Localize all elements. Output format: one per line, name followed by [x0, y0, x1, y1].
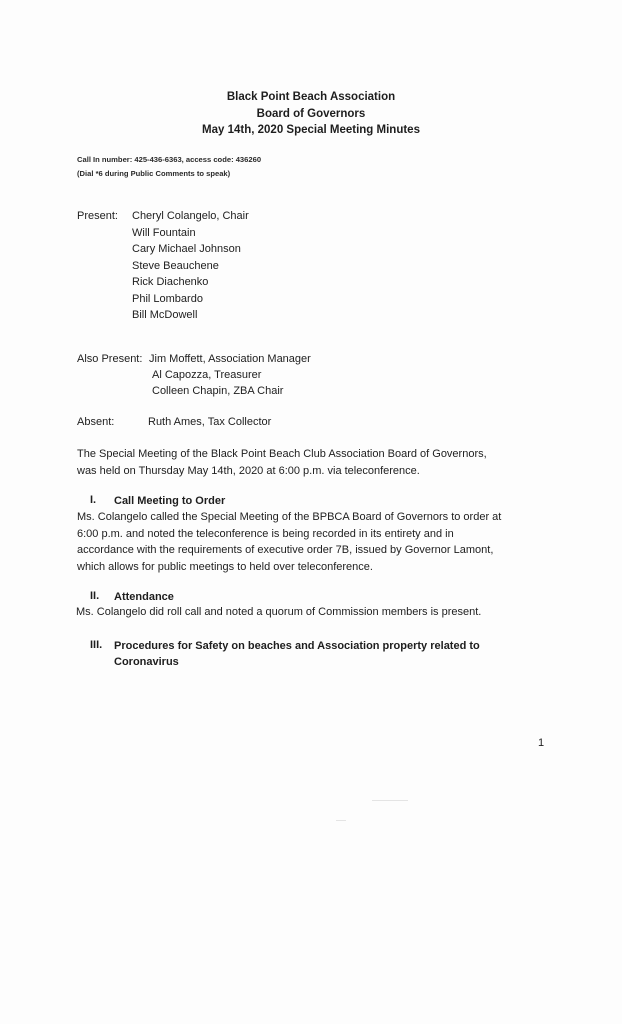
paragraph-line: 6:00 p.m. and noted the teleconference is being recorded in its entirety and in: [77, 527, 454, 540]
paragraph-line: accordance with the requirements of executive order 7B, issued by Governor Lamont,: [77, 544, 494, 556]
also-present-label: Also Present:: [77, 353, 143, 365]
page-number: 1: [538, 737, 545, 749]
call-in-info: [77, 153, 261, 181]
also-present-member: Jim Moffett, Association Manager: [149, 353, 311, 365]
scan-artifact: [372, 800, 408, 801]
paragraph-line: The Special Meeting of the Black Point Beach Club Association Board of Governors,: [77, 448, 487, 460]
present-member: Cary Michael Johnson: [132, 243, 241, 255]
section-title-line: Coronavirus: [114, 656, 179, 668]
paragraph-line: Ms. Colangelo did roll call and noted a quorum of Commission members is present.: [76, 606, 482, 618]
present-member: Rick Diachenko: [132, 276, 209, 288]
section-title: Attendance: [114, 591, 174, 603]
absent-value: Ruth Ames, Tax Collector: [148, 416, 272, 428]
also-present-member: Al Capozza, Treasurer: [152, 369, 262, 381]
section-body: [76, 604, 546, 621]
section-title-line: Procedures for Safety on beaches and Association property related to: [114, 640, 480, 652]
paragraph-line: Ms. Colangelo called the Special Meeting of the BPBCA Board of Governors to order at: [77, 511, 502, 523]
section-numeral: III.: [90, 639, 103, 651]
header-organization: Black Point Beach Association: [226, 91, 396, 103]
section-body: [77, 509, 547, 575]
call-in-instructions: (Dial *6 during Public Comments to speak): [77, 169, 231, 178]
also-present-member: Colleen Chapin, ZBA Chair: [152, 385, 284, 397]
call-in-number: Call In number: 425-436-6363, access code: 436260: [77, 155, 262, 164]
intro-paragraph: [77, 446, 547, 479]
document-header: [0, 89, 622, 139]
paragraph-line: was held on Thursday May 14th, 2020 at 6:00 p.m. via teleconference.: [77, 464, 420, 477]
absent-label: Absent:: [77, 416, 115, 428]
present-member: Cheryl Colangelo, Chair: [132, 210, 249, 222]
present-label: Present:: [77, 210, 118, 222]
paragraph-line: which allows for public meetings to held over teleconference.: [77, 560, 373, 573]
section-title: [114, 638, 480, 670]
section-title: Call Meeting to Order: [114, 495, 226, 507]
scan-artifact: [336, 820, 346, 821]
header-board: Board of Governors: [256, 107, 366, 120]
section-numeral: II.: [90, 590, 100, 602]
present-member: Phil Lombardo: [132, 292, 203, 305]
section-numeral: I.: [90, 494, 97, 506]
present-member: Steve Beauchene: [132, 259, 219, 272]
present-member: Bill McDowell: [132, 309, 198, 321]
present-list: [132, 208, 249, 324]
header-meeting-title: May 14th, 2020 Special Meeting Minutes: [202, 124, 420, 136]
present-member: Will Fountain: [132, 226, 196, 239]
